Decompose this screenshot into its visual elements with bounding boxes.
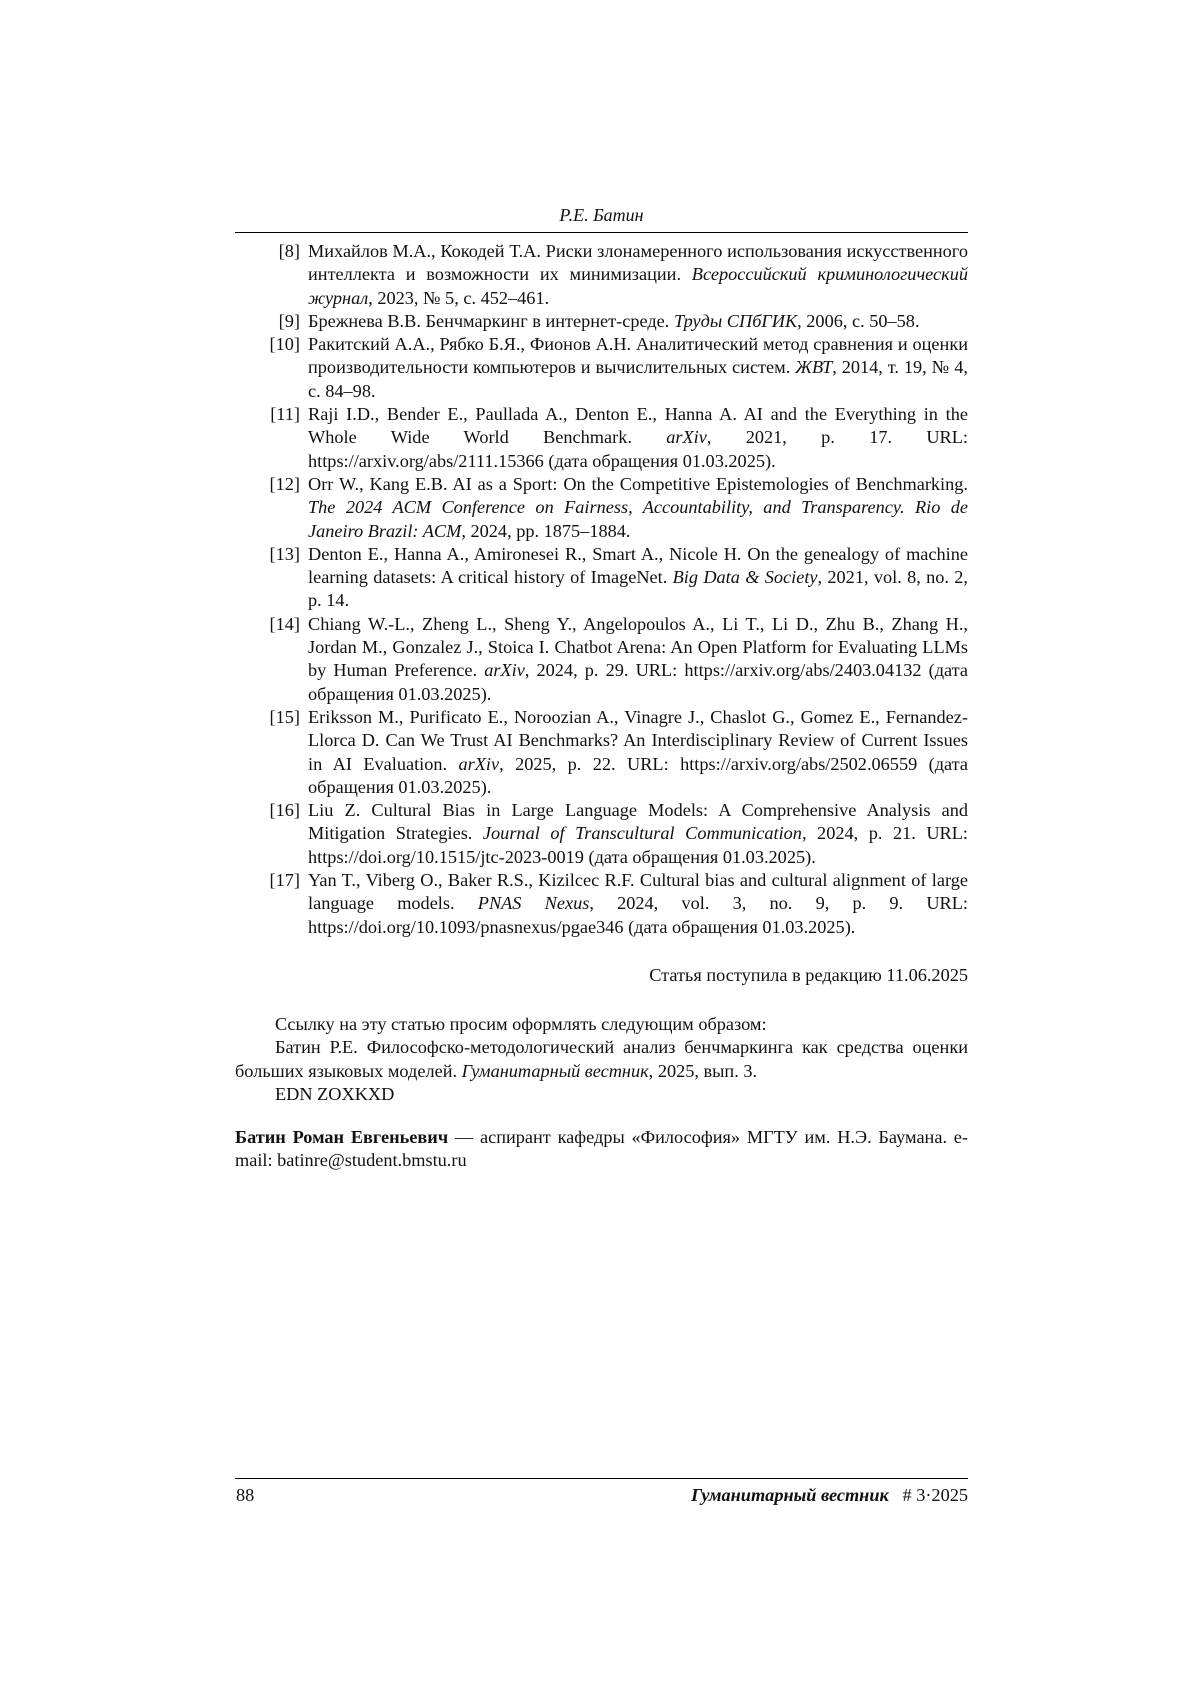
reference-number: [17] bbox=[269, 870, 300, 891]
reference-text-part: , 2024, pp. 1875–1884. bbox=[461, 520, 631, 541]
reference-item bbox=[235, 240, 968, 310]
reference-item bbox=[235, 613, 968, 706]
reference-text-part: , 2023, № 5, с. 452–461. bbox=[368, 287, 550, 308]
reference-item bbox=[235, 473, 968, 543]
page-number: 88 bbox=[236, 1485, 255, 1505]
reference-number: [9] bbox=[278, 310, 300, 331]
reference-number: [15] bbox=[269, 706, 300, 727]
reference-text-part: Liu Z. Cultural Bias in Large Language Models: A Comprehensive Analysis and Mitigation Strategies. bbox=[308, 800, 968, 844]
reference-number: [14] bbox=[269, 613, 300, 634]
reference-text bbox=[308, 869, 968, 939]
reference-item bbox=[235, 403, 968, 473]
reference-source-italic: Всероссийский криминологический журнал bbox=[308, 264, 968, 308]
citation-ref-text: Батин Р.Е. Философско-методологический анализ бенчмаркинга как средства оценки больших языковых моделей. bbox=[235, 1037, 968, 1081]
reference-source-italic: Труды СПбГИК bbox=[673, 310, 798, 331]
reference-item bbox=[235, 869, 968, 939]
footer-rule bbox=[235, 1478, 968, 1479]
reference-item bbox=[235, 799, 968, 869]
reference-text-part: , 2006, с. 50–58. bbox=[797, 310, 920, 331]
reference-text-part: Raji I.D., Bender E., Paullada A., Denton E., Hanna A. AI and the Everything in the Whole Wide World Benchmark. bbox=[308, 404, 968, 448]
reference-text-part: , 2025, p. 22. URL: https://arxiv.org/abs/2502.06559 (дата обращения 01.03.2025). bbox=[308, 753, 968, 797]
reference-text-part: , 2024, p. 29. URL: https://arxiv.org/abs/2403.04132 (дата обращения 01.03.2025). bbox=[308, 660, 968, 704]
reference-text-part: , 2021, vol. 8, no. 2, p. 14. bbox=[308, 567, 968, 611]
reference-source-italic: arXiv bbox=[458, 753, 500, 774]
reference-number: [8] bbox=[278, 241, 300, 261]
reference-text-part: Брежнева В.В. Бенчмаркинг в интернет-среде. bbox=[308, 310, 674, 331]
reference-source-italic: arXiv bbox=[666, 427, 707, 448]
reference-item bbox=[235, 706, 968, 799]
running-header-author: Р.Е. Батин bbox=[559, 205, 644, 225]
reference-text-part: , 2024, vol. 3, no. 9, p. 9. URL: https://doi.org/10.1093/pnasnexus/pgae346 (дата обращения 01.03.2025). bbox=[308, 893, 968, 937]
reference-text bbox=[308, 706, 968, 799]
reference-text bbox=[308, 799, 968, 869]
citation-intro: Ссылку на эту статью просим оформлять следующим образом: bbox=[275, 1014, 767, 1034]
reference-list bbox=[235, 240, 968, 939]
received-date: Статья поступила в редакцию 11.06.2025 bbox=[649, 965, 968, 985]
reference-text-part: , 2014, т. 19, № 4, с. 84–98. bbox=[308, 357, 969, 401]
reference-number: [16] bbox=[269, 800, 300, 821]
reference-source-italic: Journal of Transcultural Communication bbox=[482, 823, 802, 844]
reference-text-part: Denton E., Hanna A., Amironesei R., Smart A., Nicole H. On the genealogy of machine learning datasets: A critical history of ImageNet. bbox=[308, 543, 968, 588]
reference-item bbox=[235, 543, 968, 613]
reference-text-part: Михайлов М.А., Кокодей Т.А. Риски злонамеренного использования искусственного интеллекта и возможности их минимизации. bbox=[308, 241, 968, 285]
reference-source-italic: arXiv bbox=[484, 660, 525, 681]
reference-text bbox=[308, 333, 968, 403]
reference-source-italic: ЖВТ bbox=[795, 357, 833, 378]
reference-number: [11] bbox=[270, 404, 300, 425]
footer-journal-name: Гуманитарный вестник bbox=[691, 1485, 889, 1505]
citation-block bbox=[235, 1013, 968, 1106]
reference-text-part: Eriksson M., Purificato E., Noroozian A., Vinagre J., Chaslot G., Gomez E., Fernandez-Llorca D. Can We Trust AI Benchmarks? An Interdisciplinary Review of Current Issues in AI Evaluation. bbox=[308, 706, 968, 774]
author-name: Батин Роман Евгеньевич bbox=[235, 1127, 449, 1147]
author-bio bbox=[235, 1126, 968, 1173]
reference-text-part: , 2024, p. 21. URL: https://doi.org/10.1515/jtc-2023-0019 (дата обращения 01.03.2025). bbox=[308, 823, 968, 867]
reference-number: [12] bbox=[269, 473, 300, 494]
reference-text-part: Ракитский А.А., Рябко Б.Я., Фионов А.Н. Аналитический метод сравнения и оценки производительности компьютеров и вычислительных систем. bbox=[308, 334, 968, 378]
reference-text bbox=[308, 543, 968, 613]
citation-edn: EDN ZOXKXD bbox=[275, 1083, 395, 1104]
reference-text-part: Orr W., Kang E.B. AI as a Sport: On the Competitive Epistemologies of Benchmarking. bbox=[308, 473, 968, 494]
reference-text-part: Chiang W.-L., Zheng L., Sheng Y., Angelopoulos A., Li T., Li D., Zhu B., Zhang H., Jordan M., Gonzalez J., Stoica I. Chatbot Arena: An Open Platform for Evaluating LLMs by Human Preference. bbox=[308, 613, 968, 681]
reference-text-part: Yan T., Viberg O., Baker R.S., Kizilcec R.F. Cultural bias and cultural alignment of large language models. bbox=[308, 870, 968, 914]
reference-text-part: , 2021, p. 17. URL: https://arxiv.org/abs/2111.15366 (дата обращения 01.03.2025). bbox=[308, 427, 968, 471]
reference-item bbox=[235, 333, 968, 403]
footer-journal bbox=[600, 1485, 968, 1506]
reference-text bbox=[308, 613, 968, 706]
reference-number: [13] bbox=[269, 543, 300, 564]
citation-reference bbox=[235, 1036, 968, 1083]
reference-text bbox=[308, 240, 968, 310]
citation-ref-tail: , 2025, вып. 3. bbox=[648, 1060, 758, 1081]
reference-source-italic: The 2024 ACM Conference on Fairness, Accountability, and Transparency. Rio de Janeiro Brazil: ACM bbox=[308, 497, 968, 541]
reference-number: [10] bbox=[269, 334, 300, 355]
header-rule bbox=[235, 232, 968, 233]
citation-journal: Гуманитарный вестник bbox=[461, 1060, 649, 1081]
reference-text bbox=[308, 310, 968, 333]
author-bio-text: — аспирант кафедры «Философия» МГТУ им. Н.Э. Баумана. e-mail: batinre@student.bmstu.ru bbox=[235, 1127, 969, 1171]
reference-source-italic: PNAS Nexus bbox=[477, 893, 590, 914]
footer-issue: # 3·2025 bbox=[902, 1485, 968, 1505]
reference-text bbox=[308, 473, 968, 543]
reference-source-italic: Big Data & Society bbox=[672, 567, 818, 588]
reference-item bbox=[235, 310, 968, 333]
reference-text bbox=[308, 403, 968, 473]
